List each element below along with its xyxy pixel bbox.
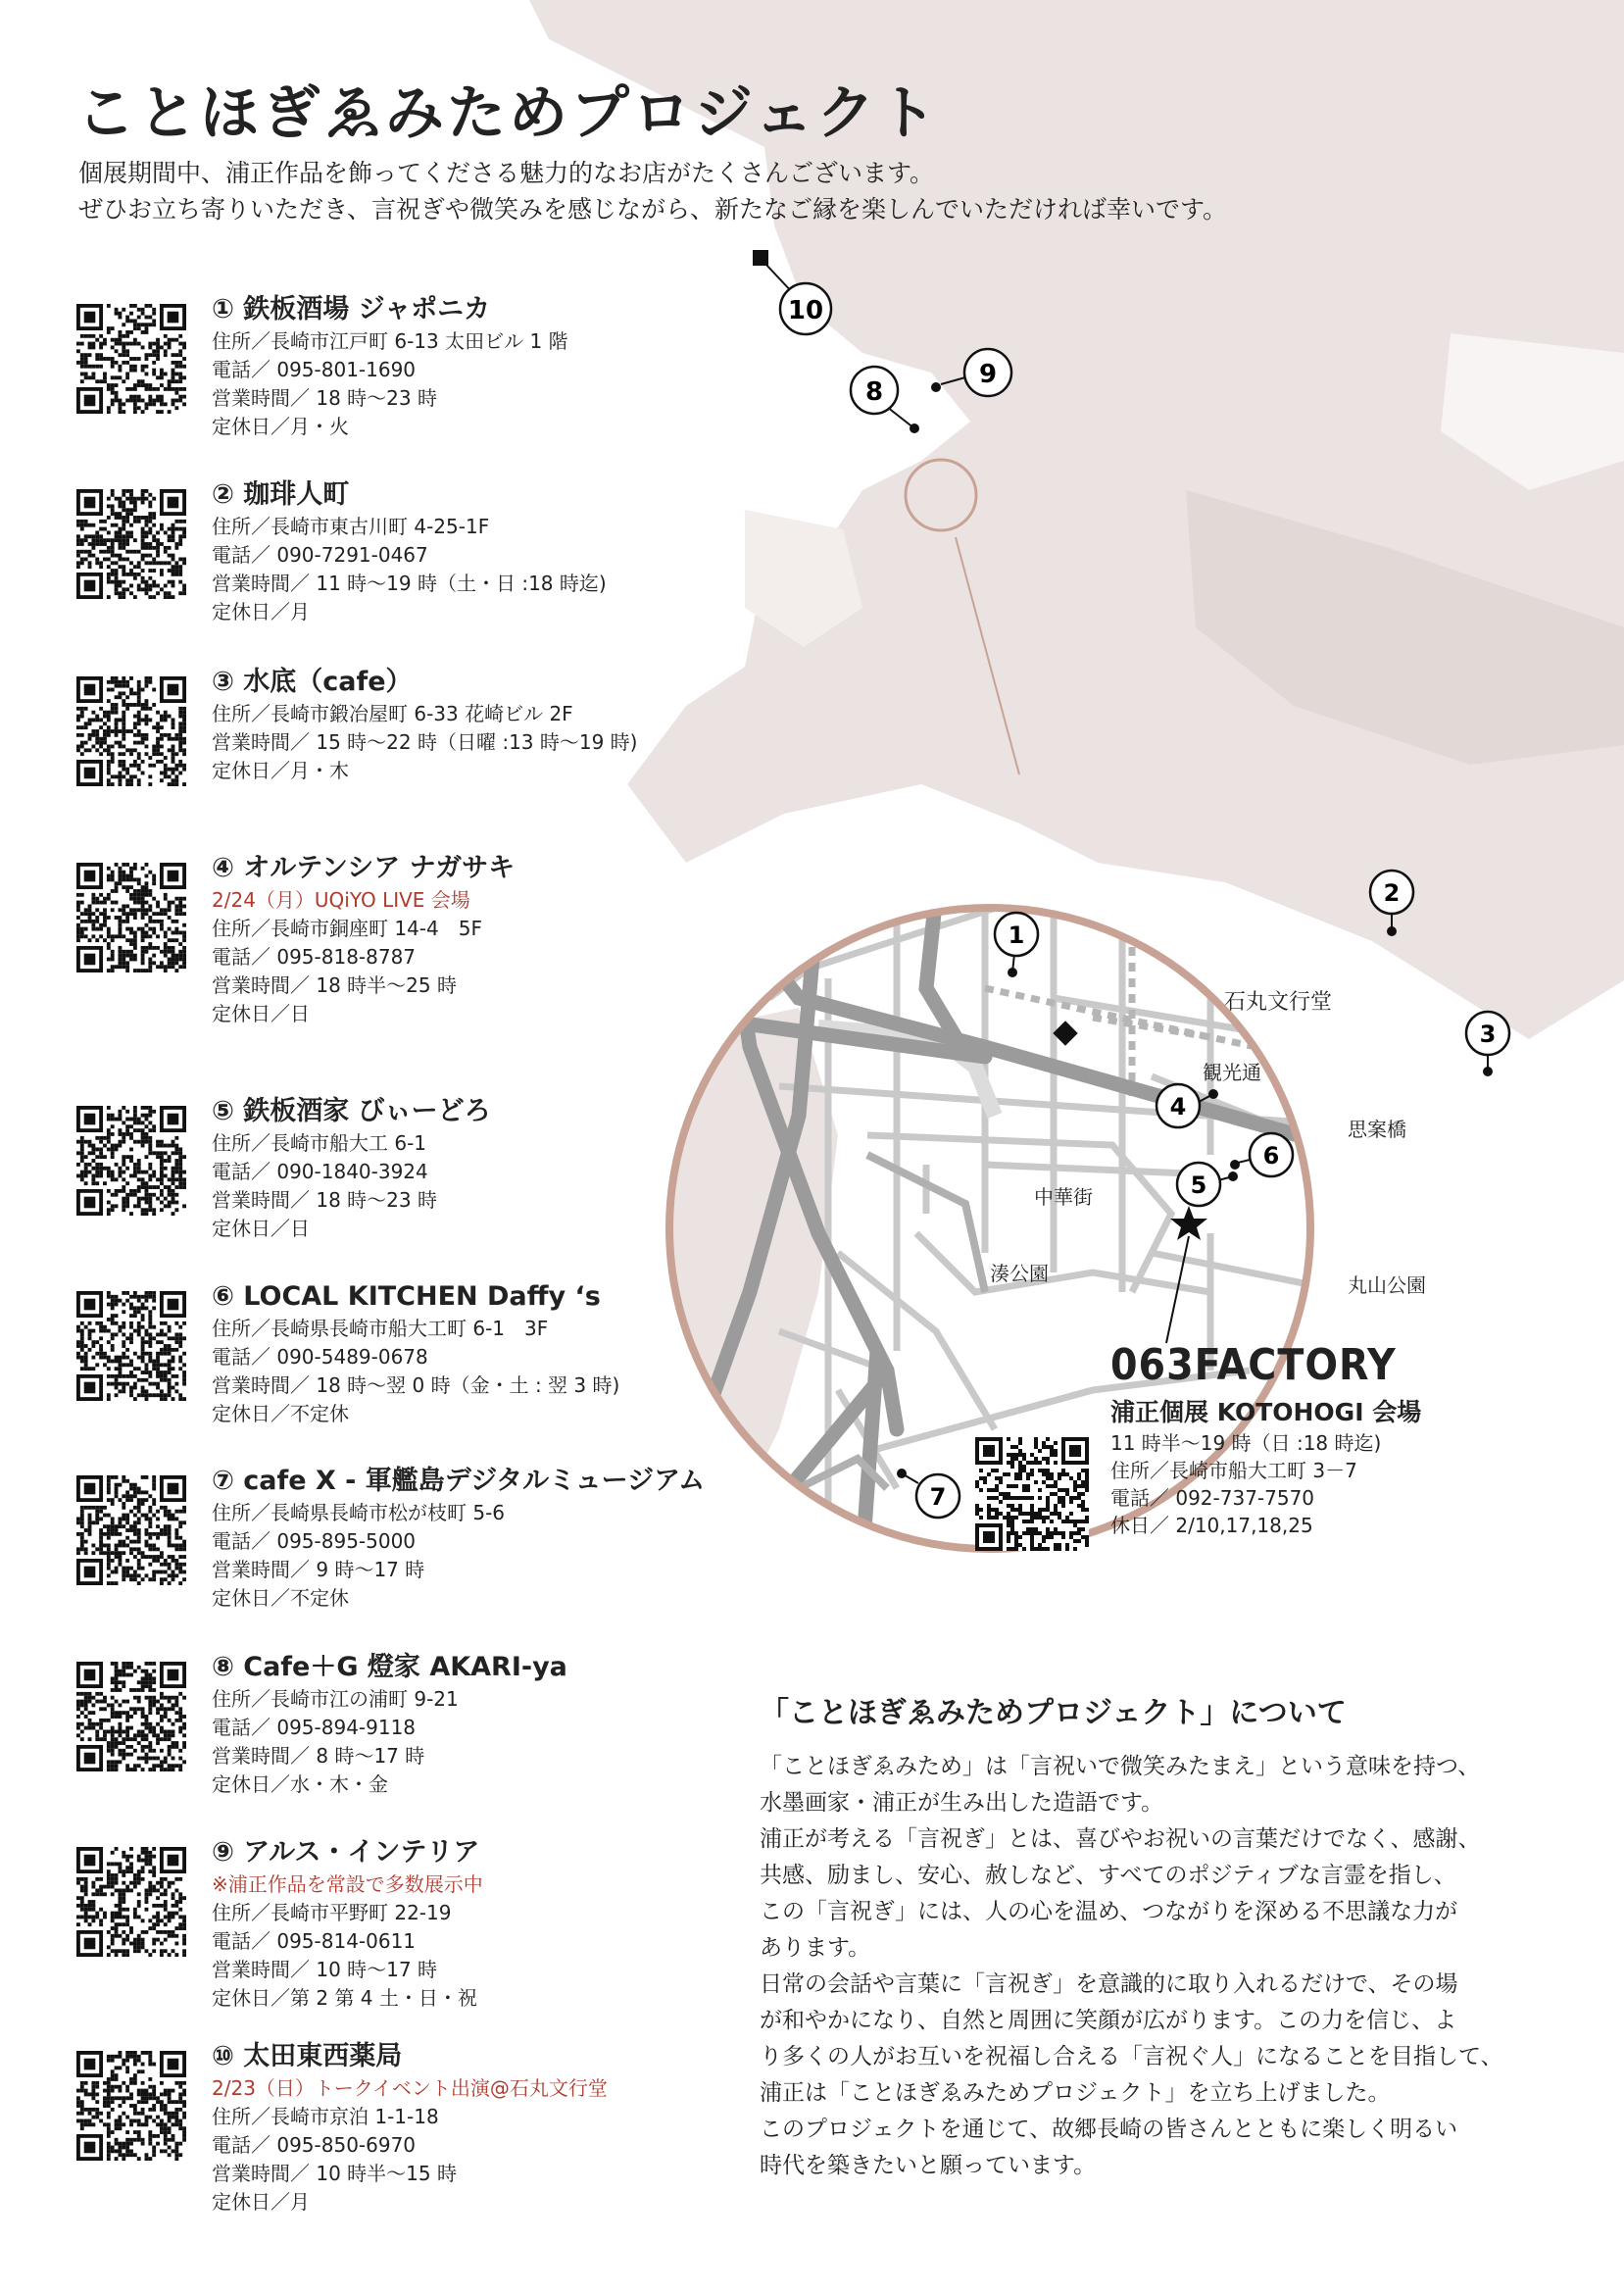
svg-text:4: 4 bbox=[1169, 1093, 1187, 1121]
marker-10 bbox=[780, 283, 831, 334]
label-ishimaru: 石丸文行堂 bbox=[1224, 990, 1333, 1015]
shop-info-line: 定休日／水・木・金 bbox=[212, 1772, 388, 1796]
shop-info-line: 営業時間／ 11 時〜19 時（土・日 :18 時迄) bbox=[212, 572, 607, 595]
shop-info-line: 電話／ 095-801-1690 bbox=[212, 358, 417, 381]
shop-event-note: 2/23（日）トークイベント出演@石丸文行堂 bbox=[212, 2076, 608, 2100]
label-maruyama-koen: 丸山公園 bbox=[1348, 1273, 1426, 1297]
about-line: 浦正が考える「言祝ぎ」とは、喜びやお祝いの言葉だけでなく、感謝、 bbox=[760, 1826, 1481, 1852]
shop-info-line: 電話／ 095-895-5000 bbox=[212, 1529, 417, 1553]
marker-5 bbox=[1177, 1163, 1220, 1206]
about-line: あります。 bbox=[760, 1935, 871, 1961]
shop-info-line: 電話／ 095-894-9118 bbox=[212, 1716, 417, 1739]
shop-event-note: ※浦正作品を常設で多数展示中 bbox=[212, 1872, 483, 1896]
shop-name: ⑦ cafe X - 軍艦島デジタルミュージアム bbox=[212, 1466, 706, 1496]
factory-title: 063FACTORY bbox=[1110, 1340, 1397, 1390]
shop-qr-code[interactable] bbox=[76, 1662, 186, 1771]
shop-name: ① 鉄板酒場 ジャポニカ bbox=[212, 294, 491, 324]
svg-text:5: 5 bbox=[1190, 1171, 1207, 1199]
marker-8 bbox=[851, 367, 898, 414]
shop-info-line: 営業時間／ 10 時半〜15 時 bbox=[212, 2162, 457, 2185]
shop-info-line: 定休日／日 bbox=[212, 1217, 310, 1240]
marker-6 bbox=[1250, 1133, 1293, 1176]
shop-info-line: 電話／ 090-5489-0678 bbox=[212, 1345, 428, 1369]
shop-details bbox=[212, 1279, 761, 1428]
about-section bbox=[760, 1688, 1563, 2184]
shop-name: ⑤ 鉄板酒家 びぃーどろ bbox=[212, 1096, 491, 1126]
shop-info-line: 住所／長崎市江戸町 6-13 太田ビル 1 階 bbox=[212, 329, 568, 353]
svg-text:7: 7 bbox=[929, 1483, 947, 1511]
shop-info-line: 電話／ 090-1840-3924 bbox=[212, 1160, 428, 1183]
shop-qr-code[interactable] bbox=[76, 489, 186, 599]
factory-subtitle: 浦正個展 KOTOHOGI 会場 bbox=[1110, 1398, 1422, 1426]
about-line: このプロジェクトを通じて、故郷長崎の皆さんとともに楽しく明るい bbox=[760, 2117, 1458, 2142]
factory-hours: 11 時半〜19 時（日 :18 時迄) bbox=[1110, 1431, 1382, 1455]
shop-details bbox=[212, 2039, 761, 2217]
shop-info-line: 定休日／月 bbox=[212, 600, 310, 623]
marker-3 bbox=[1466, 1012, 1509, 1055]
shop-details bbox=[212, 1650, 761, 1799]
shop-qr-code[interactable] bbox=[76, 2051, 186, 2161]
shop-info-line: 定休日／不定休 bbox=[212, 1402, 349, 1425]
shop-info-line: 住所／長崎市東古川町 4-25-1F bbox=[212, 515, 490, 538]
svg-text:10: 10 bbox=[787, 296, 824, 325]
shop-qr-code[interactable] bbox=[76, 1106, 186, 1216]
shop-info-line: 電話／ 095-850-6970 bbox=[212, 2133, 417, 2157]
about-line: 共感、励まし、安心、赦しなど、すべてのポジティブな言霊を指し、 bbox=[760, 1863, 1456, 1888]
about-line: 浦正は「ことほぎゑみためプロジェクト」を立ち上げました。 bbox=[760, 2080, 1391, 2106]
shop-event-note: 2/24（月）UQiYO LIVE 会場 bbox=[212, 888, 470, 912]
shop-info-line: 定休日／不定休 bbox=[212, 1586, 349, 1610]
shop-details bbox=[212, 477, 761, 626]
shop-info-line: 営業時間／ 10 時〜17 時 bbox=[212, 1958, 437, 1981]
shop-info-line: 住所／長崎市平野町 22-19 bbox=[212, 1901, 452, 1924]
shop-info-line: 住所／長崎市銅座町 14-4 5F bbox=[212, 917, 482, 940]
shop-info-line: 営業時間／ 18 時半〜25 時 bbox=[212, 973, 457, 997]
svg-text:9: 9 bbox=[978, 360, 998, 389]
svg-text:2: 2 bbox=[1383, 879, 1401, 907]
svg-text:1: 1 bbox=[1008, 922, 1025, 949]
shop-details bbox=[212, 1464, 761, 1613]
about-body bbox=[760, 1749, 1563, 2184]
shop-details bbox=[212, 1094, 761, 1243]
shop-info-line: 営業時間／ 9 時〜17 時 bbox=[212, 1558, 425, 1581]
shop-info-line: 電話／ 095-814-0611 bbox=[212, 1929, 417, 1953]
shop-info-line: 定休日／月・火 bbox=[212, 415, 349, 438]
shop-name: ⑥ LOCAL KITCHEN Daffy ‘s bbox=[212, 1281, 601, 1312]
about-line: が和やかになり、自然と周囲に笑顔が広がります。この力を信じ、よ bbox=[760, 2008, 1457, 2033]
shop-info-line: 定休日／第 2 第 4 土・日・祝 bbox=[212, 1986, 477, 2010]
shop-info-line: 営業時間／ 18 時〜23 時 bbox=[212, 1188, 437, 1212]
shop-info-line: 営業時間／ 18 時〜翌 0 時（金・土 : 翌 3 時) bbox=[212, 1373, 620, 1397]
intro-text bbox=[78, 155, 1227, 227]
shop-details bbox=[212, 665, 761, 785]
shop-info-line: 定休日／日 bbox=[212, 1002, 310, 1025]
shop-info-line: 電話／ 090-7291-0467 bbox=[212, 543, 428, 567]
factory-qr-code[interactable] bbox=[975, 1437, 1089, 1551]
about-line: この「言祝ぎ」には、人の心を温め、つながりを深める不思議な力が bbox=[760, 1899, 1458, 1924]
shop-name: ⑩ 太田東西薬局 bbox=[212, 2041, 403, 2071]
about-line: り多くの人がお互いを祝福し合える「言祝ぐ人」になることを目指して、 bbox=[760, 2044, 1503, 2069]
intro-line: ぜひお立ち寄りいただき、言祝ぎや微笑みを感じながら、新たなご縁を楽しんでいただければ幸いです。 bbox=[78, 195, 1228, 224]
svg-text:8: 8 bbox=[864, 377, 884, 407]
about-line: 「ことほぎゑみため」は「言祝いで微笑みたまえ」という意味を持つ、 bbox=[760, 1754, 1481, 1779]
shop-name: ⑧ Cafe＋G 燈家 AKARI-ya bbox=[212, 1652, 567, 1682]
shop-info-line: 住所／長崎市江の浦町 9-21 bbox=[212, 1687, 459, 1711]
shop-info-line: 定休日／月 bbox=[212, 2190, 310, 2214]
marker-9 bbox=[964, 349, 1011, 396]
shop-qr-code[interactable] bbox=[76, 1475, 186, 1585]
shop-info-line: 営業時間／ 15 時〜22 時（日曜 :13 時〜19 時) bbox=[212, 730, 638, 754]
factory-info bbox=[1110, 1341, 1421, 1539]
svg-text:6: 6 bbox=[1262, 1142, 1280, 1170]
about-title: 「ことほぎゑみためプロジェクト」について bbox=[760, 1696, 1347, 1730]
factory-phone: 電話／ 092-737-7570 bbox=[1110, 1486, 1315, 1510]
shop-info-line: 住所／長崎県長崎市松が枝町 5-6 bbox=[212, 1501, 506, 1524]
shop-qr-code[interactable] bbox=[76, 863, 186, 972]
shop-info-line: 定休日／月・木 bbox=[212, 759, 349, 782]
about-line: 時代を築きたいと願っています。 bbox=[760, 2153, 1097, 2178]
shop-info-line: 住所／長崎市京泊 1-1-18 bbox=[212, 2105, 439, 2128]
marker-7 bbox=[916, 1474, 960, 1518]
shop-qr-code[interactable] bbox=[76, 304, 186, 414]
shop-name: ⑨ アルス・インテリア bbox=[212, 1837, 480, 1868]
svg-text:3: 3 bbox=[1479, 1021, 1497, 1048]
factory-holidays: 休日／ 2/10,17,18,25 bbox=[1110, 1514, 1313, 1537]
shop-name: ② 珈琲人町 bbox=[212, 479, 350, 510]
label-shianbashi: 思案橋 bbox=[1348, 1118, 1406, 1141]
shop-details bbox=[212, 851, 761, 1028]
intro-line: 個展期間中、浦正作品を飾ってくださる魅力的なお店がたくさんございます。 bbox=[78, 159, 935, 187]
shop-name: ④ オルテンシア ナガサキ bbox=[212, 853, 516, 883]
shop-qr-code[interactable] bbox=[76, 676, 186, 786]
shop-info-line: 営業時間／ 18 時〜23 時 bbox=[212, 386, 437, 410]
label-kankodori: 観光通 bbox=[1203, 1061, 1261, 1084]
page-title: ことほぎゑみためプロジェクト bbox=[76, 79, 940, 148]
shop-qr-code[interactable] bbox=[76, 1291, 186, 1401]
marker-4 bbox=[1156, 1084, 1200, 1127]
shop-details bbox=[212, 292, 761, 441]
shop-info-line: 住所／長崎市鍛冶屋町 6-33 花崎ビル 2F bbox=[212, 702, 573, 725]
about-line: 日常の会話や言葉に「言祝ぎ」を意識的に取り入れるだけで、その場 bbox=[760, 1971, 1458, 1997]
shop-name: ③ 水底（cafe） bbox=[212, 667, 413, 697]
label-minato-koen: 湊公園 bbox=[990, 1262, 1049, 1285]
shop-info-line: 住所／長崎市船大工 6-1 bbox=[212, 1131, 427, 1155]
shop-info-line: 営業時間／ 8 時〜17 時 bbox=[212, 1744, 425, 1768]
marker-2 bbox=[1370, 871, 1413, 914]
factory-address: 住所／長崎市船大工町 3－7 bbox=[1110, 1459, 1357, 1482]
about-line: 水墨画家・浦正が生み出した造語です。 bbox=[760, 1790, 1164, 1816]
label-chukagai: 中華街 bbox=[1034, 1185, 1093, 1209]
marker-1 bbox=[995, 913, 1038, 956]
shop-details bbox=[212, 1835, 761, 2013]
shop-qr-code[interactable] bbox=[76, 1847, 186, 1957]
shop-info-line: 住所／長崎県長崎市船大工町 6-1 3F bbox=[212, 1317, 549, 1340]
shop-info-line: 電話／ 095-818-8787 bbox=[212, 945, 417, 969]
